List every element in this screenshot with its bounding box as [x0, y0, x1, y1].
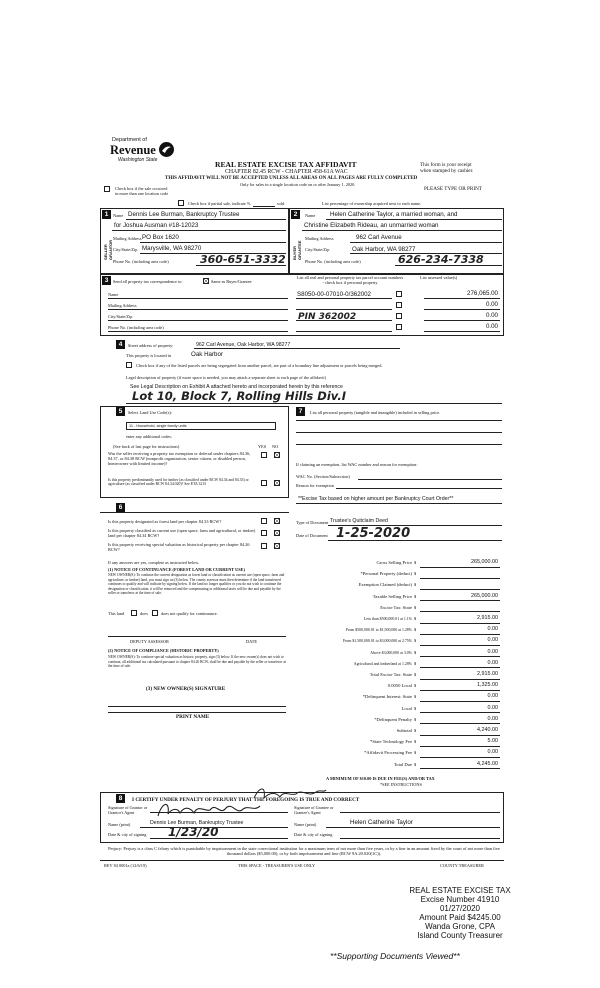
dollar-sign: $	[414, 694, 417, 700]
reason-label: Reason for exemption	[296, 483, 334, 488]
grantee-name-label: Name (print)	[294, 822, 317, 827]
perjury-notice: Perjury: Perjury is a class C felony which is punishable by imprisonment in the state correctional institution for a maximum term of not more than five years, or by a fine in an amount fixed by the court of not more than five thousand dollars ($5,000.00), or by both imprisonment and fine (RCW 9A.20.020(1C)).	[108, 846, 500, 857]
q-forest-no[interactable]	[274, 518, 280, 524]
tax-row-value[interactable]: 265,000.00	[471, 559, 498, 565]
form-title: REAL ESTATE EXCISE TAX AFFIDAVIT	[215, 160, 357, 169]
multi-location-label: Check box if the sale occurred	[115, 186, 168, 191]
section-8-number: 8	[116, 794, 125, 803]
partial-sale-label: Check box if partial sale, indicate %	[188, 201, 251, 206]
tax-row-label: Excise Tax: State	[380, 604, 412, 610]
stamp-line-4: Amount Paid $4245.00	[419, 913, 501, 922]
grantor-name-label: Name (print)	[108, 822, 131, 827]
state-label: Washington State	[118, 157, 158, 163]
located-label: This property is located in	[126, 353, 172, 358]
seller-side-label: SELLER GRANTOR	[103, 239, 113, 260]
please-type: PLEASE TYPE OR PRINT	[424, 186, 482, 192]
revenue-wordmark: Revenue	[110, 143, 156, 157]
tax-row-label: *Delinquent Penalty	[374, 716, 412, 722]
revenue-logo-icon	[158, 141, 175, 158]
dollar-sign: $	[414, 649, 417, 655]
deputy-date-label: DATE	[246, 639, 257, 644]
boundary-label: Check box if any of the listed parcels are being segregated from another parcel, are part of a boundary line adjustment or parcels being merged.	[136, 363, 383, 368]
stamp-line-5: Wanda Grone, CPA	[425, 922, 495, 931]
dollar-sign: $	[414, 660, 417, 666]
buyer-mail[interactable]: 962 Carl Avenue	[356, 234, 402, 241]
sig-grantee-label: Signature of Grantee or Grantee's Agent	[294, 805, 334, 815]
q-forest-yes[interactable]	[261, 518, 267, 524]
tax-row-label: Subtotal	[396, 728, 412, 733]
corr-phone-label: Phone No. (including area code)	[108, 325, 164, 330]
grantor-name[interactable]: Dennis Lee Burman, Bankruptcy Trustee	[150, 820, 244, 826]
doc-type[interactable]: Trustee's Quitclaim Deed	[330, 518, 388, 524]
dollar-sign: $	[414, 604, 417, 610]
dollar-sign: $	[414, 616, 417, 621]
q-timber: Is this property predominantly used for timber (as classified under RCW 84.34 and 84.33) or agriculture (as classified under RCW 84.34.020)? See ETA 3215	[108, 478, 249, 487]
buyer-name-1[interactable]: Helen Catherine Taylor, a married woman, and	[330, 211, 458, 218]
land-use-code: 11 - Household, single family units	[129, 424, 187, 428]
additional-codes-label: enter any additional codes:	[126, 434, 173, 439]
grantor-signed-date[interactable]: 1/23/20	[168, 825, 219, 839]
sold-label: sold.	[277, 201, 286, 206]
seller-mail-label: Mailing Address	[113, 236, 142, 241]
tax-row-label: 0.0050 Local	[387, 683, 412, 689]
parcel-1[interactable]: S8050-00-07010-0/362002	[297, 291, 371, 298]
same-as-buyer-checkbox[interactable]	[203, 278, 209, 284]
tax-row-value[interactable]: 0.00	[487, 659, 498, 666]
q-current-use-yes[interactable]	[261, 530, 267, 536]
legal-see[interactable]: See Legal Description on Exhibit A attached hereto and incorporated herein by this reference	[130, 384, 343, 390]
q-historic-yes[interactable]	[261, 543, 267, 549]
no-header: NO	[272, 444, 279, 449]
treasurer-space: THIS SPACE - TREASURER'S USE ONLY	[238, 863, 316, 868]
if-yes-label: If any answers are yes, complete as instructed below.	[108, 560, 200, 565]
q-exemption-no[interactable]	[274, 452, 280, 458]
revenue-logo	[110, 137, 180, 179]
q-exemption: Was the seller receiving a property tax exemption or deferral under chapters 84.36, 84.37, or 84.38 RCW (nonprofit organization, senior citizen, or disabled person, homeowner with limited income)?	[108, 451, 251, 466]
buyer-name-2[interactable]: Christine Elizabeth Rideau, an unmarried woman	[304, 222, 439, 229]
tax-row-value[interactable]: 1,325.00	[477, 682, 498, 689]
multi-location-checkbox[interactable]	[104, 186, 110, 192]
tax-row-label: *Delinquent Interest: State	[362, 694, 412, 700]
dollar-sign: $	[414, 750, 417, 756]
print-name-label: PRINT NAME	[176, 714, 210, 720]
does-not-label: does not qualify for continuance.	[161, 611, 218, 616]
tax-row-value[interactable]: 265,000.00	[471, 592, 498, 599]
dollar-sign: $	[414, 705, 417, 711]
seller-mail[interactable]: PO Box 1620	[142, 234, 179, 241]
parcel-1-personal-checkbox[interactable]	[396, 291, 402, 297]
buyer-name-label: Name	[305, 213, 316, 218]
notice2-head: (2) NOTICE OF COMPLIANCE (HISTORIC PROPERTY)	[108, 648, 219, 653]
buyer-phone-label: Phone No. (including area code)	[305, 259, 361, 264]
form-only-for: Only for sales in a single location code on or after January 1, 2020.	[240, 182, 356, 187]
treasurer-stamp	[380, 886, 540, 940]
tax-row-value[interactable]: 4,245.00	[477, 760, 498, 767]
q-historic: Is this property receiving special valuation as historical property per chapter 84.26 RCW?	[108, 542, 250, 552]
q-timber-no[interactable]	[274, 480, 280, 486]
section-7-number: 7	[296, 407, 305, 416]
doc-date-label: Date of Document	[296, 533, 328, 538]
partial-sale-checkbox[interactable]	[178, 200, 184, 206]
assessed-4[interactable]: 0.00	[485, 323, 498, 330]
grantee-name[interactable]: Helen Catherine Taylor	[350, 819, 413, 826]
assessed-1[interactable]: 276,065.00	[467, 290, 498, 297]
section-3-number: 3	[102, 276, 111, 285]
seller-phone-label: Phone No. (including area code)	[113, 259, 169, 264]
seller-name-2[interactable]: for Joshua Ausman #18-12023	[114, 222, 199, 229]
tax-row-value[interactable]: 2,915.00	[477, 671, 498, 677]
tax-row-label: Exemption Claimed (deduct)	[358, 582, 412, 588]
tax-row-value[interactable]: 0.00	[487, 637, 498, 644]
county-treasurer: COUNTY TREASURER	[440, 863, 484, 868]
sig-grantor-label: Signature of Grantor or Grantor's Agent	[108, 805, 148, 815]
notice2-text: NEW OWNER(S): To continue special valuation as historic property, sign (3) below. If the new owner(s) does not wish to continue, all additional tax calculated pursuant to chapter 84.26 RCW, shall be due and payable by the seller or transferor at the time of sale.	[108, 655, 286, 669]
land-does-checkbox[interactable]	[131, 610, 137, 616]
multi-location-label-2: in more than one location code	[115, 191, 169, 196]
tax-row-value[interactable]: 0.00	[487, 749, 498, 756]
tax-row-label: Local	[401, 705, 412, 711]
tax-row-label: Total Excise Tax: State	[369, 672, 412, 677]
street-label: Street address of property:	[128, 343, 174, 348]
dollar-sign: $	[414, 571, 417, 577]
section-6-number: 6	[116, 503, 125, 512]
tax-row-label: *State Technology Fee	[370, 739, 412, 745]
assessed-heading: List assessed value(s)	[420, 275, 458, 280]
stamp-line-3: 01/27/2020	[439, 904, 481, 913]
tax-row-label: Less than $500,000.01 at 1.1%	[363, 617, 412, 621]
tax-row-value[interactable]: 2,915.00	[477, 615, 498, 621]
doc-date[interactable]: 1-25-2020	[336, 526, 411, 541]
section-1-number: 1	[102, 210, 111, 219]
dollar-sign: $	[414, 739, 417, 745]
form-chapter: CHAPTER 82.45 RCW - CHAPTER 458-61A WAC	[225, 169, 348, 175]
corr-city-label: City/State/Zip	[108, 314, 133, 319]
boundary-checkbox[interactable]	[126, 362, 132, 368]
see-instructions: *SEE INSTRUCTIONS	[380, 782, 422, 787]
tax-row-label: From $500,000.01 to $1,500,000 at 1.28%	[345, 628, 412, 633]
dept-label: Department of	[112, 137, 147, 143]
doc-type-label: Type of Document	[296, 520, 329, 525]
grantor-date-label: Date & city of signing	[108, 832, 147, 837]
excise-note[interactable]: **Excise Tax based on higher amount per Bankruptcy Court Order**	[298, 496, 454, 502]
deputy-assessor-label: DEPUTY ASSESSOR	[130, 639, 169, 644]
tax-row-label: Taxable Selling Price	[372, 593, 412, 599]
seller-phone[interactable]: 360-651-3332	[200, 253, 286, 266]
tax-row-value[interactable]: 0.00	[487, 693, 498, 700]
q-historic-no[interactable]	[274, 543, 280, 549]
parcel-2-personal-checkbox[interactable]	[396, 302, 402, 308]
yes-header: YES	[258, 444, 267, 449]
dollar-sign: $	[414, 582, 417, 588]
section-2-number: 2	[291, 210, 300, 219]
parcel-3-personal-checkbox[interactable]	[396, 313, 402, 319]
land-does-not-checkbox[interactable]	[152, 610, 158, 616]
seller-name-1[interactable]: Dennis Lee Burman, Bankruptcy Trustee	[128, 211, 240, 218]
buyer-phone[interactable]: 626-234-7338	[398, 253, 484, 266]
supporting-docs-note: **Supporting Documents Viewed**	[330, 951, 460, 961]
seller-name-label: Name	[113, 213, 124, 218]
dollar-sign: $	[414, 560, 417, 565]
tax-row-value[interactable]: 4,240.00	[477, 727, 498, 733]
seller-city-label: City/State/Zip	[113, 247, 138, 252]
corr-mailing-label: Mailing Address	[108, 303, 137, 308]
buyer-side-label: BUYER GRANTEE	[292, 240, 302, 260]
q-exemption-yes[interactable]	[261, 452, 267, 458]
tax-row-label: Agricultural and timberland at 1.28%	[353, 661, 412, 666]
stamp-line-1: REAL ESTATE EXCISE TAX	[409, 886, 511, 895]
section-4-number: 4	[116, 340, 125, 349]
stamp-line-2: Excise Number 41910	[420, 895, 500, 904]
corr-name-label: Name	[108, 292, 119, 297]
does-label: does	[140, 611, 148, 616]
new-owner-signature-label: (3) NEW OWNER(S) SIGNATURE	[146, 686, 226, 692]
dollar-sign: $	[414, 593, 417, 599]
tax-row-value[interactable]: 5.00	[487, 738, 498, 745]
buyer-city[interactable]: Oak Harbor, WA 98277	[352, 246, 416, 253]
tax-row-label: *Affidavit Processing Fee	[364, 750, 412, 756]
street-address[interactable]: 962 Carl Avenue, Oak Harbor, WA 98277	[196, 342, 291, 348]
grantee-signature[interactable]	[250, 784, 330, 804]
grantee-date-label: Date & city of signing	[294, 832, 333, 837]
tax-row-label: From $1,500,000.01 to $3,000,000 at 2.75%	[342, 639, 412, 644]
legal-handwritten[interactable]: Lot 10, Block 7, Rolling Hills Div.I	[132, 389, 346, 403]
parcel-list-heading: List all real and personal property tax parcel account numbers - check box if personal property	[296, 275, 404, 285]
tax-row-value[interactable]: 0.00	[487, 626, 498, 633]
dollar-sign: $	[414, 683, 417, 689]
form-warning: THIS AFFIDAVIT WILL NOT BE ACCEPTED UNLESS ALL AREAS ON ALL PAGES ARE FULLY COMPLETED	[165, 176, 418, 181]
dollar-sign: $	[414, 716, 417, 722]
personal-property-label: List all personal property (tangible and intangible) included in selling price.	[310, 410, 441, 415]
buyer-mail-label: Mailing Address	[305, 236, 334, 241]
assessed-2[interactable]: 0.00	[485, 301, 498, 308]
tax-row-label: Total Due	[393, 761, 412, 767]
same-as-buyer-label: Same as Buyer/Grantee	[211, 279, 252, 284]
tax-row-label: *Personal Property (deduct)	[360, 571, 412, 577]
dollar-sign: $	[414, 638, 417, 644]
buyer-city-label: City/State/Zip	[305, 247, 330, 252]
q-forest: Is this property designated as forest land per chapter 84.33 RCW?	[108, 519, 222, 524]
minimum-note: A MINIMUM OF $10.00 IS DUE IN FEE(S) AND/OR TAX	[326, 776, 435, 781]
certify-statement: I CERTIFY UNDER PENALTY OF PERJURY THAT THE FOREGOING IS TRUE AND CORRECT	[132, 797, 360, 803]
tax-row-value[interactable]: 0.00	[487, 715, 498, 722]
list-pct-label: List percentage of ownership acquired next to each name.	[322, 201, 422, 206]
notice1-head: (1) NOTICE OF CONTINUANCE (FOREST LAND OR CURRENT USE)	[108, 567, 245, 572]
claiming-exemption-label: If claiming an exemption, list WAC number and reason for exemption:	[296, 462, 418, 467]
seller-city[interactable]: Marysville, WA 98270	[142, 245, 202, 252]
located-in[interactable]: Oak Harbor	[191, 351, 223, 358]
land-use-select-label: Select Land Use Code(s):	[128, 410, 173, 415]
notice1-text: NEW OWNER(S): To continue the current designation as forest land or classification as current use (open space, farm and agriculture, or timber) land, you must sign on (3) below. The county assessor must then determine if the land transferred continues to qualify and will indicate by signing below. If the land no longer qualifies or you do not wish to continue the designation or classification, it will be removed and the compensating or additional taxes will be due and payable by the seller or transferor at the time of sale.	[108, 573, 285, 596]
dollar-sign: $	[414, 761, 417, 767]
receipt-note-2: when stamped by cashier.	[420, 168, 474, 174]
q-current-use: Is this property classified as current use (open space, farm and agricultural, or timber) land per chapter 84.34 RCW?	[108, 528, 256, 538]
dollar-sign: $	[414, 627, 417, 633]
send-correspondence-label: Send all property tax correspondence to:	[113, 279, 183, 284]
this-land-label: This land	[108, 611, 125, 616]
wac-label: WAC No. (Section/Subsection)	[296, 474, 350, 479]
stamp-line-6: Island County Treasurer	[417, 931, 503, 940]
dollar-sign: $	[414, 728, 417, 733]
parcel-4-personal-checkbox[interactable]	[396, 324, 402, 330]
tax-row-value[interactable]: 0.00	[487, 704, 498, 711]
form-revision: REV 84 0001a (12/6/19)	[104, 863, 147, 868]
tax-row-label: Above $3,000,000 at 3.0%	[370, 650, 412, 655]
see-back-label: (See back of last page for instructions)	[113, 444, 180, 449]
parcel-2[interactable]: PIN 362002	[298, 312, 357, 322]
tax-row-value[interactable]: 0.00	[487, 648, 498, 655]
legal-label: Legal description of property (if more space is needed, you may attach a separate sheet to each page of the affidavit)	[126, 375, 326, 380]
section-5-number: 5	[116, 407, 125, 416]
q-timber-yes[interactable]	[261, 480, 267, 486]
q-current-use-no[interactable]	[274, 530, 280, 536]
receipt-note-1: This form is your receipt	[420, 162, 472, 168]
assessed-3[interactable]: 0.00	[485, 312, 498, 319]
dollar-sign: $	[414, 672, 417, 677]
tax-row-label: Gross Selling Price	[376, 560, 412, 565]
